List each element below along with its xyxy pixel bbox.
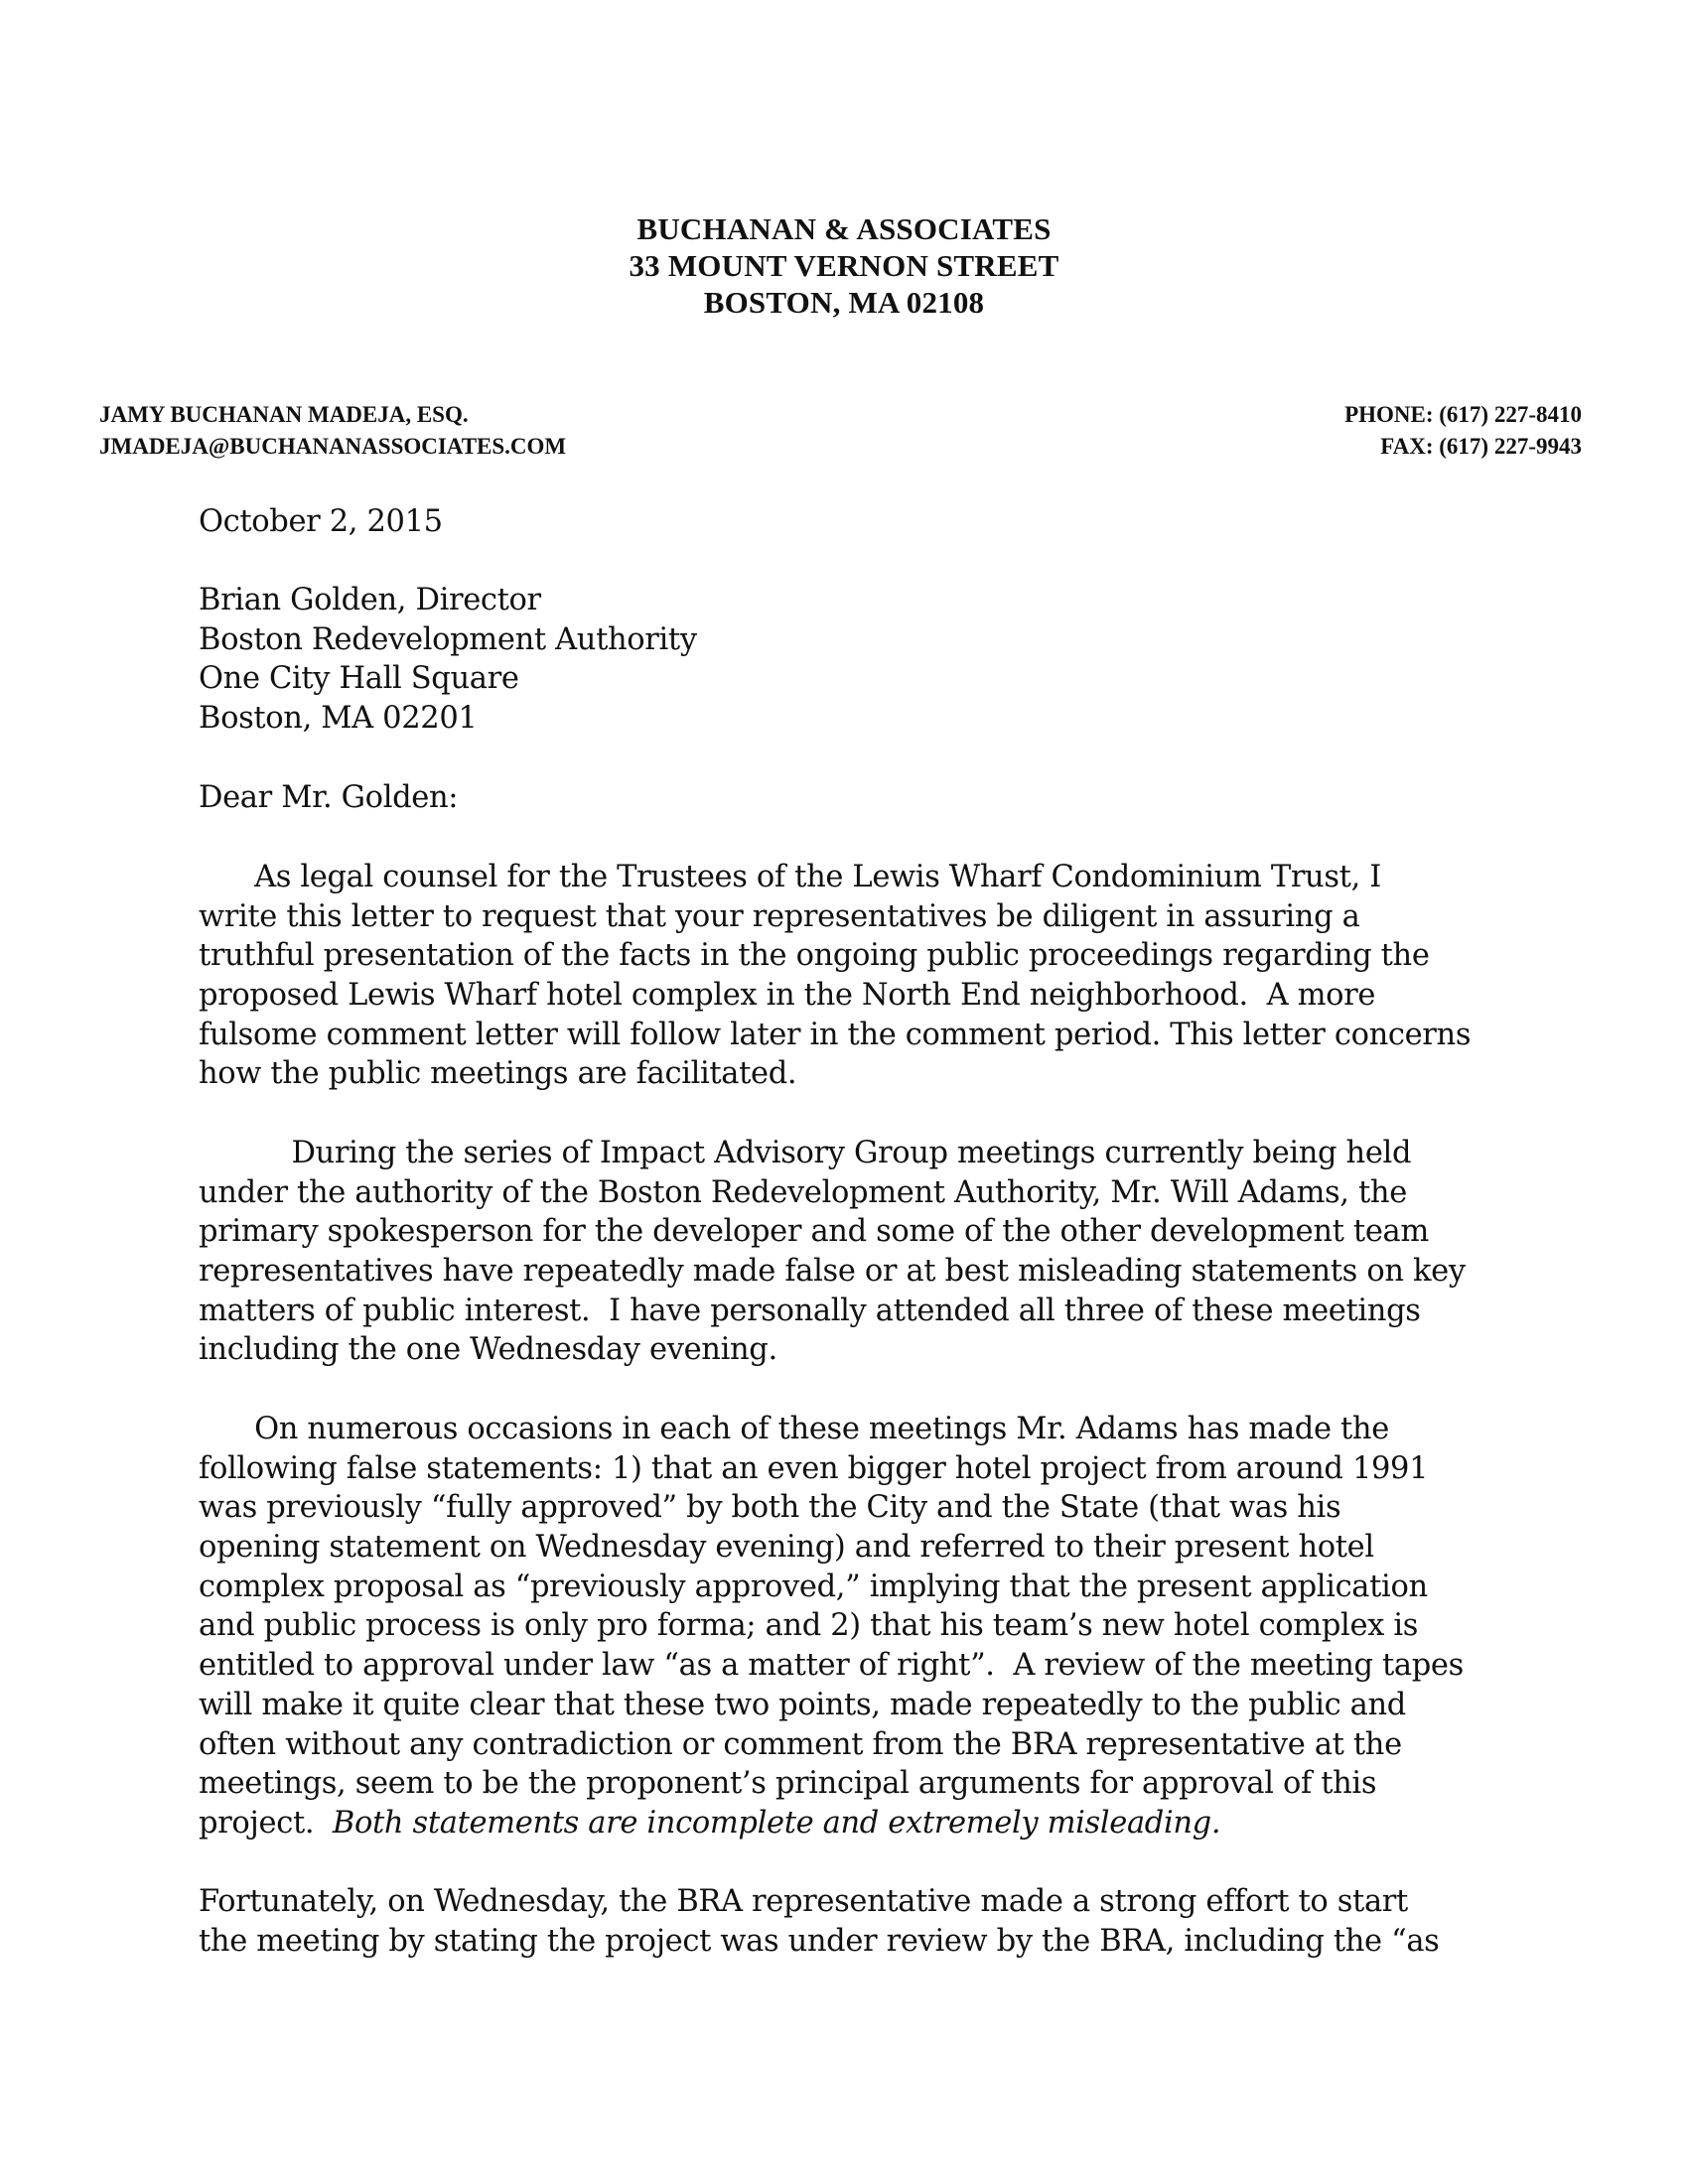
recipient-address xyxy=(199,581,1489,739)
paragraph-line: opening statement on Wednesday evening) and referred to their present hotel xyxy=(199,1530,1374,1566)
phone-fax-block xyxy=(1344,399,1582,463)
recipient-city: Boston, MA 02201 xyxy=(199,701,478,737)
paragraph-line: how the public meetings are facilitated. xyxy=(199,1056,797,1092)
recipient-street: One City Hall Square xyxy=(199,661,519,697)
paragraph-line: often without any contradiction or comment from the BRA representative at the xyxy=(199,1726,1402,1762)
recipient-organization: Boston Redevelopment Authority xyxy=(199,621,697,657)
paragraph-line: As legal counsel for the Trustees of the Lewis Wharf Condominium Trust, I xyxy=(199,860,1381,894)
paragraph-line: truthful presentation of the facts in the ongoing public proceedings regarding the xyxy=(199,938,1430,974)
recipient-name: Brian Golden, Director xyxy=(199,583,541,617)
firm-name: BUCHANAN & ASSOCIATES xyxy=(636,211,1052,246)
paragraph-line: complex proposal as “previously approved,” implying that the present application xyxy=(199,1569,1428,1604)
paragraph-line: entitled to approval under law “as a matter of right”. A review of the meeting tapes xyxy=(199,1648,1464,1684)
paragraph-line: will make it quite clear that these two points, made repeatedly to the public and xyxy=(199,1687,1406,1722)
phone-number: PHONE: (617) 227-8410 xyxy=(1344,402,1582,427)
paragraph-line: following false statements: 1) that an even bigger hotel project from around 1991 xyxy=(199,1450,1429,1486)
paragraph-1 xyxy=(199,858,1489,1094)
paragraph-line: proposed Lewis Wharf hotel complex in the North End neighborhood. A more xyxy=(199,978,1376,1014)
paragraph-text: project. xyxy=(199,1805,333,1841)
paragraph-4 xyxy=(199,1882,1489,1961)
paragraph-line: On numerous occasions in each of these meetings Mr. Adams has made the xyxy=(199,1412,1389,1446)
paragraph-line: under the authority of the Boston Redevelopment Authority, Mr. Will Adams, the xyxy=(199,1174,1407,1210)
firm-city: BOSTON, MA 02108 xyxy=(703,285,985,320)
date-text: October 2, 2015 xyxy=(199,504,443,539)
paragraph-line: During the series of Impact Advisory Group meetings currently being held xyxy=(199,1136,1412,1170)
letterhead xyxy=(0,210,1688,321)
paragraph-3 xyxy=(199,1410,1489,1843)
paragraph-line: and public process is only pro forma; and 2) that his team’s new hotel complex is xyxy=(199,1608,1419,1644)
paragraph-line: write this letter to request that your representatives be diligent in assuring a xyxy=(199,898,1360,934)
paragraph-2 xyxy=(199,1134,1489,1370)
paragraph-line: was previously “fully approved” by both the City and the State (that was his xyxy=(199,1490,1341,1526)
letter-date xyxy=(199,502,1489,542)
paragraph-line: including the one Wednesday evening. xyxy=(199,1332,777,1368)
paragraph-line: fulsome comment letter will follow later in the comment period. This letter concerns xyxy=(199,1017,1472,1052)
attorney-email: JMADEJA@BUCHANANASSOCIATES.COM xyxy=(99,434,567,459)
paragraph-line: meetings, seem to be the proponent’s principal arguments for approval of this xyxy=(199,1766,1377,1802)
attorney-name: JAMY BUCHANAN MADEJA, ESQ. xyxy=(99,402,469,427)
paragraph-line: matters of public interest. I have personally attended all three of these meetings xyxy=(199,1293,1421,1328)
attorney-contact xyxy=(99,399,566,463)
paragraph-line: the meeting by stating the project was under review by the BRA, including the “as xyxy=(199,1923,1440,1959)
paragraph-line: primary spokesperson for the developer and some of the other development team xyxy=(199,1214,1429,1250)
paragraph-line: Fortunately, on Wednesday, the BRA representative made a strong effort to start xyxy=(199,1884,1408,1919)
paragraph-line-final xyxy=(199,1804,1489,1843)
fax-number: FAX: (617) 227-9943 xyxy=(1380,434,1582,459)
salutation-text: Dear Mr. Golden: xyxy=(199,780,459,815)
salutation xyxy=(199,778,1489,818)
paragraph-line: representatives have repeatedly made false or at best misleading statements on key xyxy=(199,1254,1466,1290)
firm-street: 33 MOUNT VERNON STREET xyxy=(629,248,1059,283)
emphasized-statement: Both statements are incomplete and extremely misleading. xyxy=(332,1805,1221,1841)
